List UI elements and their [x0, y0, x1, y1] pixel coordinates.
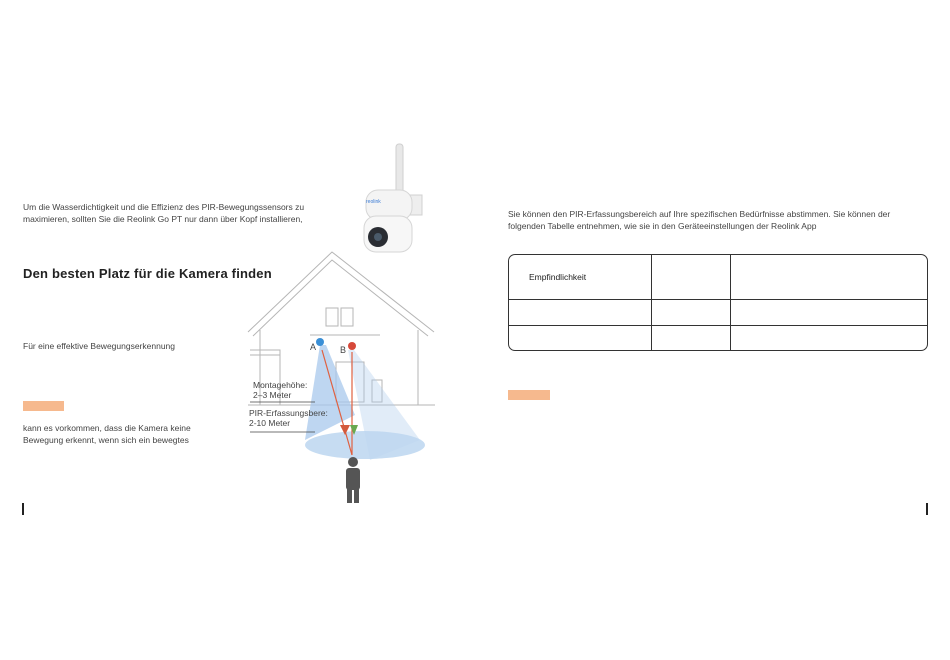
person-icon	[346, 457, 360, 503]
mounting-height-value: 2–3 Meter	[253, 390, 292, 400]
table-cell	[651, 326, 730, 350]
table-cell	[509, 326, 651, 350]
table-cell	[509, 300, 651, 325]
warning-paragraph: kann es vorkommen, dass die Kamera keine Bewegung erkennt, wenn sich ein bewegtes	[23, 423, 191, 445]
table-header-cell	[730, 255, 927, 299]
table-row	[509, 255, 927, 299]
section-heading: Den besten Platz für die Kamera finden	[23, 266, 272, 281]
table-row	[509, 325, 927, 350]
mounting-height-label: Montagehöhe:	[253, 380, 308, 390]
sensitivity-table	[508, 254, 928, 351]
highlight-bar-right	[508, 390, 550, 400]
camera-b-icon	[348, 342, 356, 350]
label-b: B	[340, 345, 347, 355]
highlight-bar	[23, 401, 64, 411]
detection-floor	[305, 431, 425, 459]
table-cell	[730, 326, 927, 350]
label-a: A	[310, 342, 317, 352]
table-header-cell	[651, 255, 730, 299]
effective-detection-text: Für eine effektive Bewegungserkennung	[23, 341, 175, 351]
table-row	[509, 299, 927, 325]
table-header-cell: Empfindlichkeit	[529, 272, 587, 282]
intro-paragraph: Um die Wasserdichtigkeit und die Effizienz des PIR-Bewegungssensors zu maximieren, sollten Sie die Reolink Go PT nur dann über Kopf installieren,	[23, 202, 305, 224]
pir-range-value: 2-10 Meter	[249, 418, 291, 428]
page-margin-mark-right	[926, 503, 928, 515]
right-intro-paragraph: Sie können den PIR-Erfassungsbereich auf Ihre spezifischen Bedürfnisse abstimmen. Sie können der folgenden Tabelle entnehmen, wie sie in den Geräteeinstellungen der Reolink App	[508, 209, 891, 231]
page-margin-mark-left	[22, 503, 24, 515]
table-cell	[651, 300, 730, 325]
camera-a-icon	[316, 338, 324, 346]
table-cell	[730, 300, 927, 325]
pir-range-label: PIR-Erfassungsbere:	[249, 408, 328, 418]
camera-brand-label: reolink	[366, 199, 381, 205]
